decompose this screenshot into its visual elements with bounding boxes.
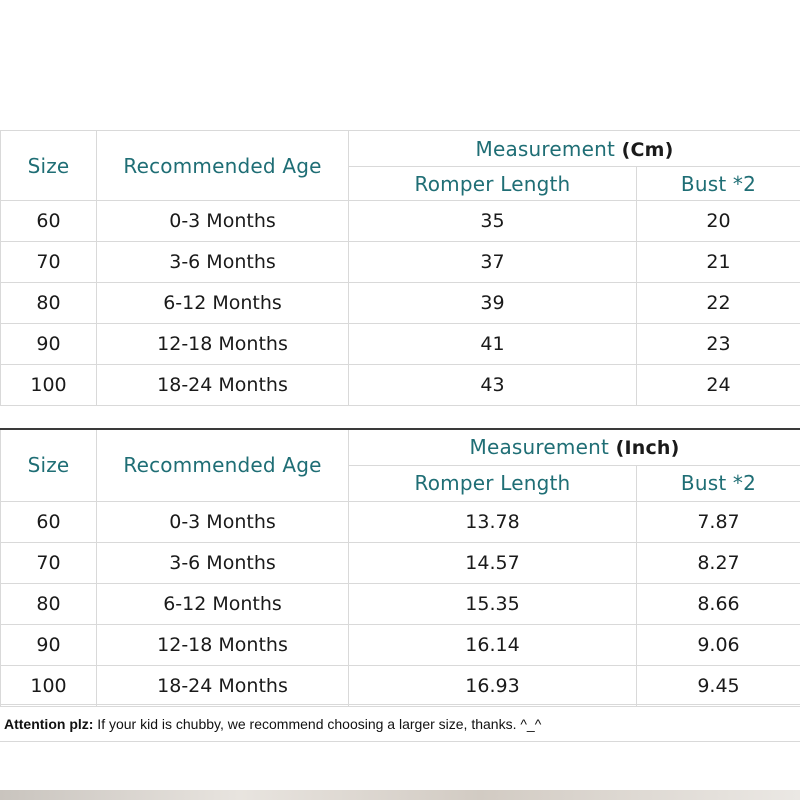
romper-cell: 14.57 xyxy=(349,542,637,583)
size-cell: 100 xyxy=(1,365,97,406)
table-row xyxy=(1,542,800,583)
romper-cell: 16.14 xyxy=(349,624,637,665)
measurement-header xyxy=(349,429,800,465)
age-cell: 12-18 Months xyxy=(97,324,349,365)
bust-cell: 23 xyxy=(637,324,800,365)
table-row xyxy=(1,283,800,324)
unit-label: (Cm) xyxy=(621,138,674,161)
romper-cell: 15.35 xyxy=(349,583,637,624)
table-row xyxy=(1,242,800,283)
table-row xyxy=(1,201,800,242)
age-cell: 3-6 Months xyxy=(97,242,349,283)
unit-label: (Inch) xyxy=(615,437,680,460)
attention-note xyxy=(0,704,800,742)
age-cell: 0-3 Months xyxy=(97,201,349,242)
measurement-label: Measurement xyxy=(475,136,616,161)
table-row xyxy=(1,365,800,406)
table-row xyxy=(1,665,800,706)
romper-cell: 13.78 xyxy=(349,501,637,542)
romper-cell: 16.93 xyxy=(349,665,637,706)
age-cell: 6-12 Months xyxy=(97,583,349,624)
bust-cell: 24 xyxy=(637,365,800,406)
measurement-label: Measurement xyxy=(469,435,609,460)
romper-cell: 35 xyxy=(349,201,637,242)
bust-cell: 8.66 xyxy=(637,583,800,624)
size-cell: 70 xyxy=(1,242,97,283)
size-cell: 60 xyxy=(1,501,97,542)
spacer-row xyxy=(1,406,800,427)
size-cell: 60 xyxy=(1,201,97,242)
age-header: Recommended Age xyxy=(97,429,349,501)
age-cell: 18-24 Months xyxy=(97,365,349,406)
table-row xyxy=(1,501,800,542)
attention-label: Attention plz: xyxy=(4,716,94,732)
measurement-header xyxy=(349,131,800,167)
size-header: Size xyxy=(1,429,97,501)
table-row xyxy=(1,324,800,365)
table-row xyxy=(1,583,800,624)
size-cell: 90 xyxy=(1,624,97,665)
age-header: Recommended Age xyxy=(97,131,349,201)
table-row xyxy=(1,624,800,665)
size-chart-inch xyxy=(0,428,800,707)
age-cell: 3-6 Months xyxy=(97,542,349,583)
romper-length-header: Romper Length xyxy=(349,167,637,201)
age-cell: 0-3 Months xyxy=(97,501,349,542)
romper-cell: 37 xyxy=(349,242,637,283)
romper-length-header: Romper Length xyxy=(349,465,637,501)
size-cell: 100 xyxy=(1,665,97,706)
size-header: Size xyxy=(1,131,97,201)
bust-cell: 21 xyxy=(637,242,800,283)
age-cell: 18-24 Months xyxy=(97,665,349,706)
age-cell: 12-18 Months xyxy=(97,624,349,665)
bust-cell: 7.87 xyxy=(637,501,800,542)
bust-header: Bust *2 xyxy=(637,465,800,501)
age-cell: 6-12 Months xyxy=(97,283,349,324)
size-cell: 80 xyxy=(1,583,97,624)
size-cell: 70 xyxy=(1,542,97,583)
bust-cell: 20 xyxy=(637,201,800,242)
bust-cell: 9.06 xyxy=(637,624,800,665)
bust-cell: 8.27 xyxy=(637,542,800,583)
bottom-photo-strip xyxy=(0,790,800,800)
size-cell: 80 xyxy=(1,283,97,324)
size-cell: 90 xyxy=(1,324,97,365)
size-chart-cm xyxy=(0,130,800,426)
bust-cell: 9.45 xyxy=(637,665,800,706)
bust-header: Bust *2 xyxy=(637,167,800,201)
romper-cell: 41 xyxy=(349,324,637,365)
romper-cell: 39 xyxy=(349,283,637,324)
bust-cell: 22 xyxy=(637,283,800,324)
romper-cell: 43 xyxy=(349,365,637,406)
attention-text: If your kid is chubby, we recommend choosing a larger size, thanks. ^_^ xyxy=(93,716,542,732)
